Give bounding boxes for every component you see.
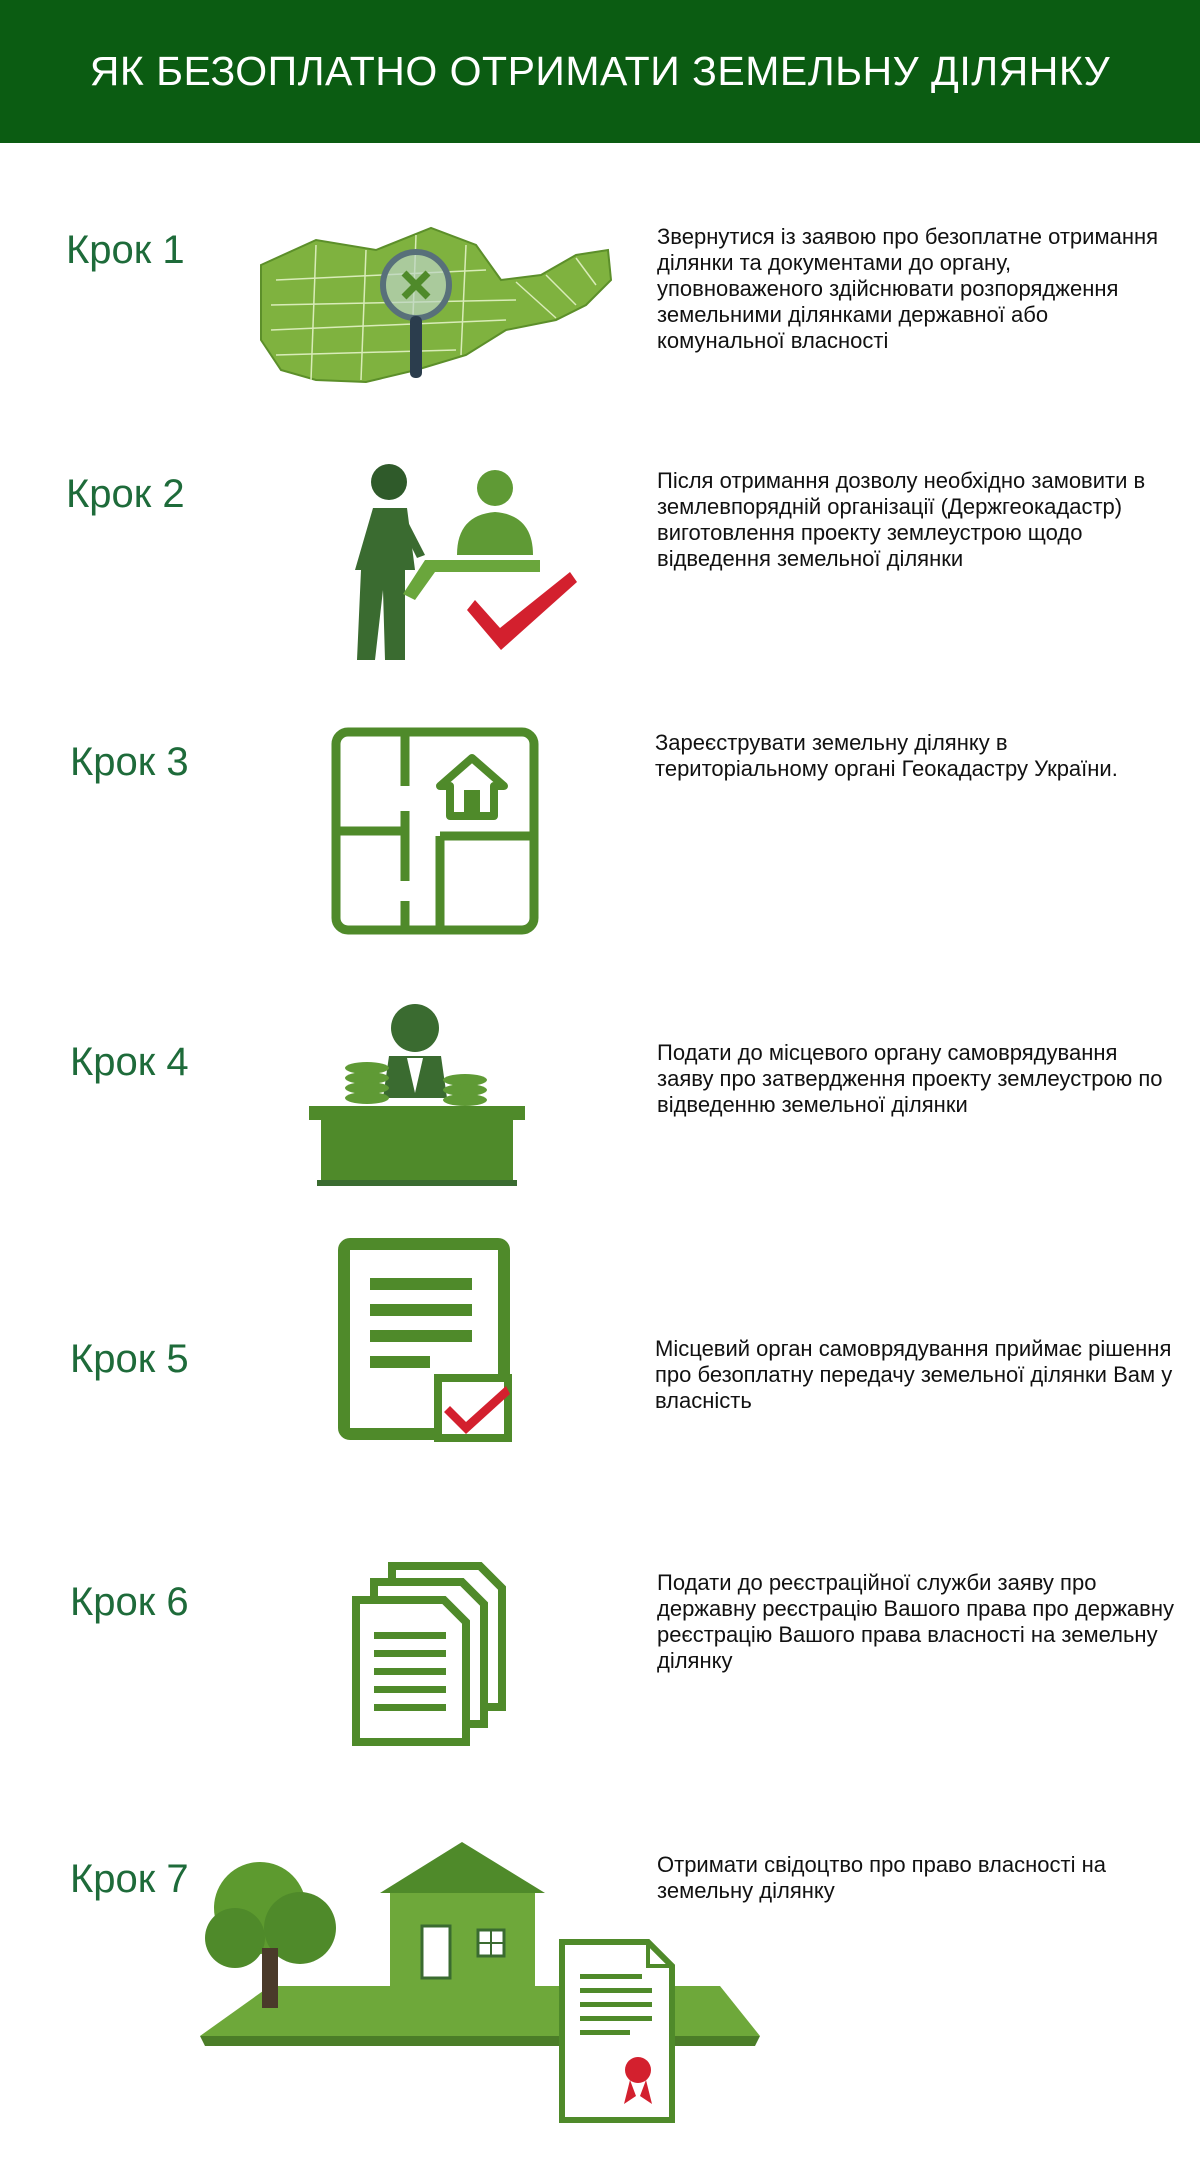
- step-1-text: Звернутися із заявою про безоплатне отримання ділянки та документами до органу, уповноваженого здійснювати розпорядження земельними ділянками державної або комунальної власності: [657, 224, 1159, 353]
- step-7-text: Отримати свідоцтво про право власності на земельну ділянку: [657, 1852, 1106, 1903]
- step-3-text: Зареєструвати земельну ділянку в територіальному органі Геокадастру України.: [655, 730, 1118, 781]
- two-people-contract-check-icon: [345, 460, 585, 670]
- step-4-label: Крок 4: [70, 1040, 189, 1084]
- floor-plan-house-icon: [330, 726, 540, 936]
- step-4-text: Подати до місцевого органу самоврядування заяву про затвердження проекту землеустрою по відведенню земельної ділянки: [657, 1040, 1163, 1117]
- step-6-text: Подати до реєстраційної служби заяву про державну реєстрацію Вашого права про державну реєстрацію Вашого права власності на земельну ділянку: [657, 1570, 1174, 1673]
- step-2-text: Після отримання дозволу необхідно замовити в землевпорядній організації (Держгеокадастр) виготовлення проекту землеустрою щодо відведення земельної ділянки: [657, 468, 1146, 571]
- step-7-label: Крок 7: [70, 1857, 189, 1901]
- header-bar: [0, 0, 1200, 143]
- step-5-text: Місцевий орган самоврядування приймає рішення про безоплатну передачу земельної ділянки Вам у власність: [655, 1336, 1173, 1413]
- step-2-label: Крок 2: [66, 472, 185, 516]
- step-5-label: Крок 5: [70, 1337, 189, 1381]
- document-checkmark-icon: [338, 1238, 518, 1443]
- land-map-magnifier-icon: [256, 220, 616, 390]
- official-at-desk-icon: [307, 998, 527, 1188]
- step-1-label: Крок 1: [66, 228, 185, 272]
- stacked-documents-icon: [352, 1562, 507, 1747]
- step-3-label: Крок 3: [70, 740, 189, 784]
- page-title: ЯК БЕЗОПЛАТНО ОТРИМАТИ ЗЕМЕЛЬНУ ДІЛЯНКУ: [89, 48, 1111, 94]
- step-6-label: Крок 6: [70, 1580, 189, 1624]
